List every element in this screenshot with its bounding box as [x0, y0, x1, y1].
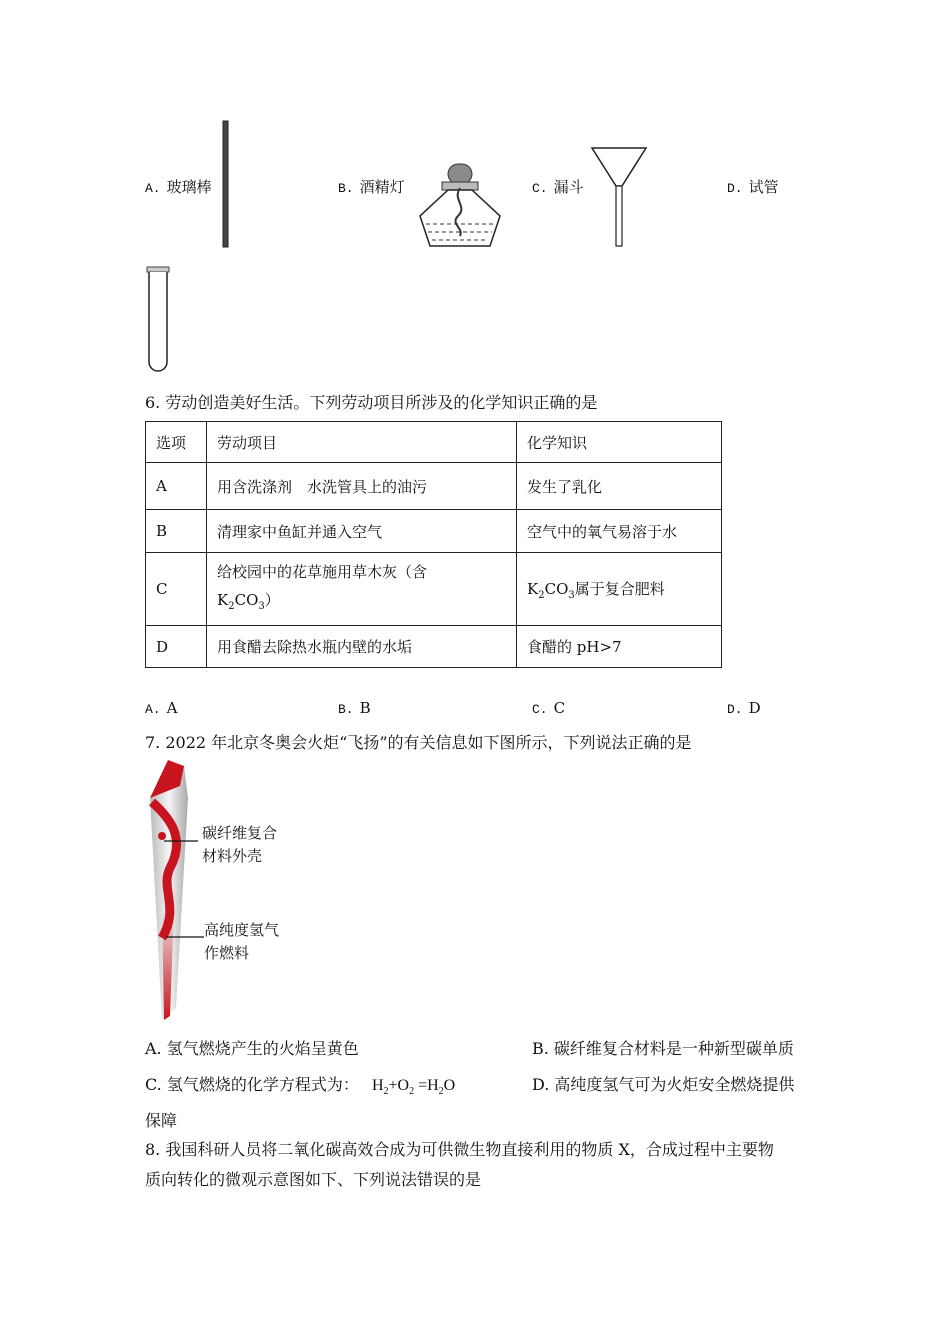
q7-option-c: C. 氢气燃烧的化学方程式为： $H_2+O_2 =H_2O$ — [145, 1075, 456, 1098]
option-text: 试管 — [748, 178, 779, 196]
funnel-icon — [590, 146, 648, 252]
option-text: 酒精灯 — [359, 178, 405, 196]
row-knowledge: $K_2CO_3$属于复合肥料 — [517, 553, 722, 626]
table-row — [146, 553, 722, 626]
q7-stem: 7. 2022 年北京冬奥会火炬“飞扬”的有关信息如下图所示，下列说法正确的是 — [145, 733, 692, 752]
header-task: 劳动项目 — [207, 422, 517, 463]
q5-option-c — [532, 176, 584, 197]
task-line1: 给校园中的花草施用草木灰（含 — [217, 562, 428, 581]
row-task: 用含洗涤剂 水洗管具上的油污 — [207, 463, 517, 510]
q5-option-a — [145, 176, 212, 197]
table-row — [146, 510, 722, 553]
q7-option-d-cont: 保障 — [145, 1111, 178, 1130]
header-knowledge: 化学知识 — [517, 422, 722, 463]
row-option: A — [146, 463, 207, 510]
option-letter: D. — [727, 181, 743, 196]
glass-rod-icon — [222, 120, 230, 252]
option-letter: C. — [532, 181, 548, 196]
row-option: C — [146, 553, 207, 626]
chem-equation: $H_2+O_2 =H_2O$ — [371, 1077, 456, 1098]
row-option: B — [146, 510, 207, 553]
q7-option-a: A. 氢气燃烧产生的火焰呈黄色 — [145, 1039, 359, 1058]
option-letter: A. — [145, 181, 161, 196]
alcohol-lamp-icon — [414, 158, 506, 254]
torch-label-fuel: 高纯度氢气 作燃料 — [204, 921, 280, 962]
q5-option-b — [338, 176, 405, 197]
table-row — [146, 626, 722, 668]
q7-option-b: B. 碳纤维复合材料是一种新型碳单质 — [532, 1039, 794, 1058]
row-task: 用食醋去除热水瓶内壁的水垢 — [207, 626, 517, 668]
row-knowledge: 空气中的氧气易溶于水 — [517, 510, 722, 553]
option-letter: B. — [338, 181, 354, 196]
q6-stem: 6. 劳动创造美好生活。下列劳动项目所涉及的化学知识正确的是 — [145, 393, 598, 412]
q7-option-d: D. 高纯度氢气可为火炬安全燃烧提供 — [532, 1075, 795, 1094]
torch-image — [140, 758, 300, 1028]
torch-label-shell: 碳纤维复合 材料外壳 — [202, 824, 278, 865]
row-knowledge: 发生了乳化 — [517, 463, 722, 510]
row-option: D — [146, 626, 207, 668]
q6-answer-a: A. A — [145, 699, 178, 717]
test-tube-icon — [145, 266, 171, 380]
q5-option-d — [727, 176, 779, 197]
table-header-row — [146, 422, 722, 463]
q6-answer-b: B. B — [338, 699, 371, 717]
table-row — [146, 463, 722, 510]
q8-stem-line1: 8. 我国科研人员将二氧化碳高效合成为可供微生物直接利用的物质 X，合成过程中主要物 — [145, 1140, 774, 1159]
header-option: 选项 — [146, 422, 207, 463]
row-task — [207, 553, 517, 626]
row-knowledge: 食醋的 pH>7 — [517, 626, 722, 668]
q8-stem-line2: 质向转化的微观示意图如下、下列说法错误的是 — [145, 1170, 482, 1189]
option-text: 漏斗 — [553, 178, 584, 196]
q6-table — [145, 421, 722, 668]
formula: $K_2CO_3$） — [217, 590, 280, 612]
q6-answer-c: C. C — [532, 699, 566, 717]
row-task: 清理家中鱼缸并通入空气 — [207, 510, 517, 553]
option-text: 玻璃棒 — [166, 178, 212, 196]
q6-answer-d: D. D — [727, 699, 761, 717]
